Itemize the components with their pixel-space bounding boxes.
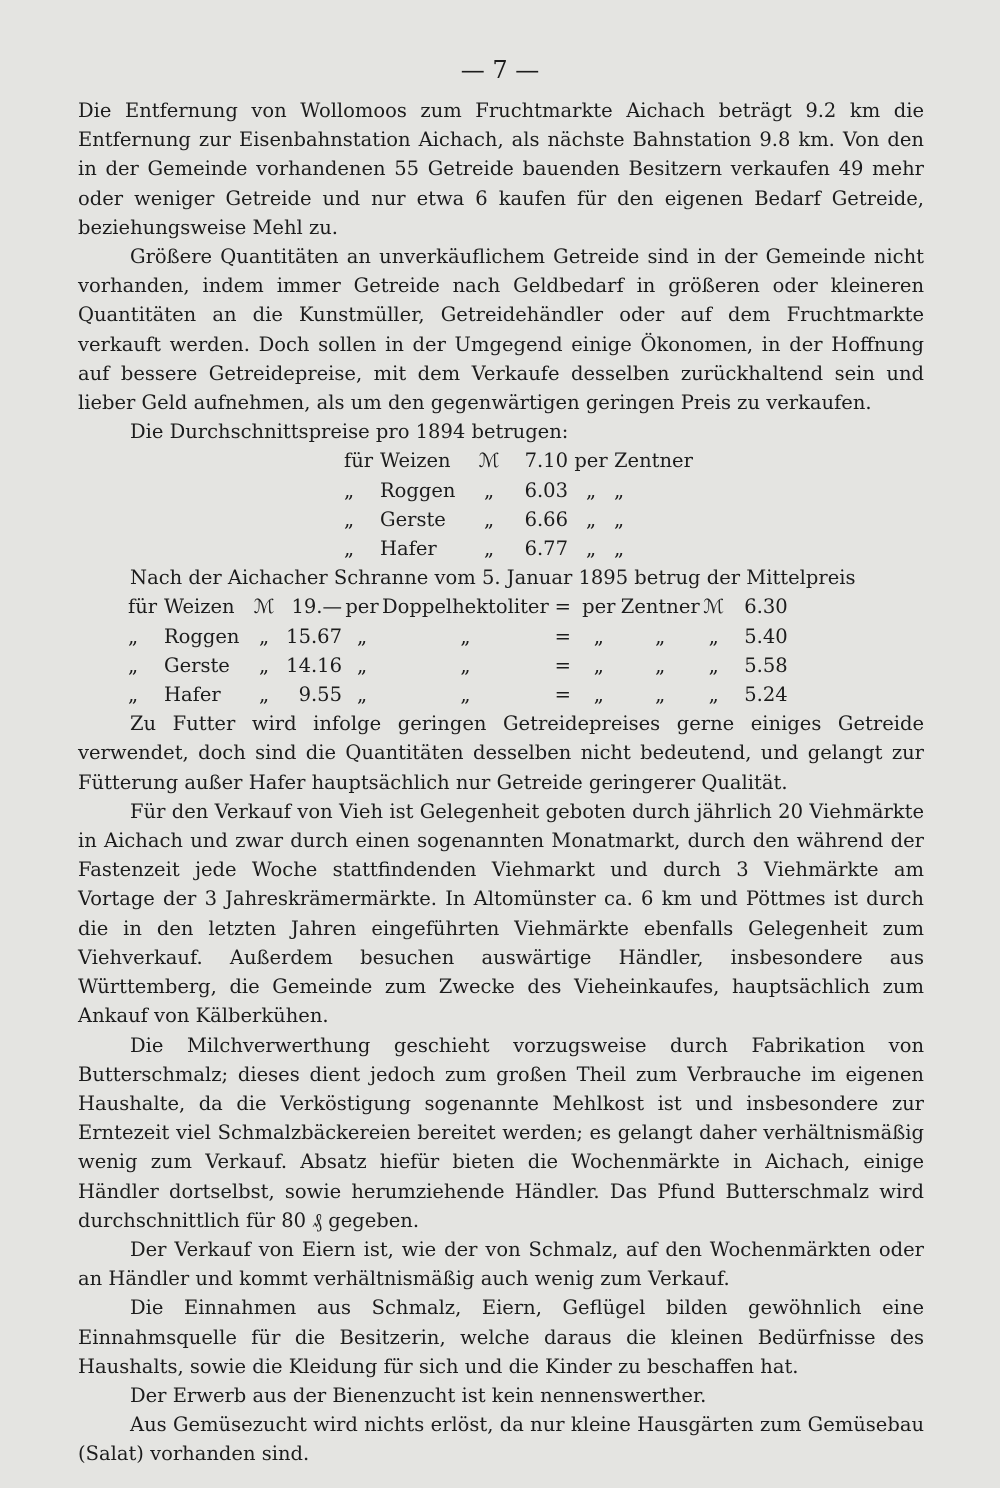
paragraph: Der Erwerb aus der Bienenzucht ist kein nennenswerther. bbox=[130, 1383, 707, 1407]
table-cell: für bbox=[128, 595, 158, 619]
table-cell: „ bbox=[614, 507, 625, 531]
table-cell: „ bbox=[655, 653, 666, 677]
table-cell: Zentner bbox=[620, 595, 700, 619]
paragraph: Die Entfernung von Wollomoos zum Fruchtmarkte Aichach beträgt 9.2 km die Entfernung zur Eisenbahnstation Aichach, als nächste Bahnstation 9.8 km. Von den in der Gemeinde vorhandenen 55 Getreide bauenden Besitzern verkaufen 49 mehr oder weniger Getreide und nur etwa 6 kaufen für den eigenen Bedarf Getreide, beziehungsweise Mehl zu. bbox=[78, 99, 924, 239]
table-cell: „ bbox=[258, 683, 270, 707]
table-row bbox=[128, 622, 788, 651]
table-row bbox=[344, 446, 724, 475]
table-cell: Roggen bbox=[164, 624, 240, 648]
table-cell: „ bbox=[593, 653, 604, 677]
paragraph: Die Milchverwerthung geschieht vorzugsweise durch Fabrikation von Butterschmalz; dieses dient jedoch zum großen Theil zum Verbrauche im eigenen Haushalte, da die Verköstigung sogenannte Mehlkost ist und insbesondere zur Erntezeit viel Schmalzbäckereien bereitet werden; es gelangt daher verhältnismäßig wenig zum Verkauf. Absatz hiefür bieten die Wochenmärkte in Aichach, einige Händler dortselbst, sowie herumziehende Händler. Das Pfund Butterschmalz wird durchschnittlich für 80 ₰ gegeben. bbox=[78, 1033, 924, 1232]
table-cell: per bbox=[574, 449, 608, 473]
table-cell: Roggen bbox=[380, 478, 456, 502]
paragraph: Zu Futter wird infolge geringen Getreidepreises gerne einiges Getreide verwendet, doch sind die Quantitäten desselben nicht bedeutend, und gelangt zur Fütterung außer Hafer hauptsächlich nur Getreide geringerer Qualität. bbox=[78, 712, 924, 794]
table-cell: „ bbox=[356, 653, 368, 677]
table-cell: „ bbox=[593, 683, 604, 707]
table-cell: per bbox=[582, 595, 616, 619]
table-cell: Weizen bbox=[380, 449, 451, 473]
table-cell: „ bbox=[614, 478, 625, 502]
table-cell: „ bbox=[585, 507, 597, 531]
table-cell: ℳ bbox=[253, 595, 275, 619]
table-cell: ℳ bbox=[703, 595, 725, 619]
table-cell: „ bbox=[708, 653, 719, 677]
table-cell: Gerste bbox=[164, 653, 230, 677]
table-cell: „ bbox=[655, 624, 666, 648]
table-cell: „ bbox=[585, 537, 597, 561]
table-cell: „ bbox=[585, 478, 597, 502]
table-cell: „ bbox=[655, 683, 666, 707]
table-row bbox=[344, 476, 724, 505]
table-row bbox=[344, 505, 724, 534]
table-cell: „ bbox=[356, 624, 368, 648]
paragraph: Die Durchschnittspreise pro 1894 betrugen: bbox=[130, 420, 569, 444]
table-cell: „ bbox=[483, 507, 495, 531]
table-cell: „ bbox=[128, 683, 139, 707]
table-cell: 15.67 bbox=[286, 624, 342, 648]
table-cell: „ bbox=[708, 683, 719, 707]
table-row bbox=[128, 592, 788, 621]
table-cell: = bbox=[554, 595, 571, 619]
table-cell: „ bbox=[128, 653, 139, 677]
table-cell: „ bbox=[344, 478, 355, 502]
table-cell: 6.30 bbox=[744, 595, 788, 619]
table-cell: „ bbox=[356, 683, 368, 707]
table-cell: Doppelhektoliter bbox=[382, 595, 549, 619]
table-cell: = bbox=[554, 653, 571, 677]
table-cell: = bbox=[554, 624, 571, 648]
table-cell: „ bbox=[258, 624, 270, 648]
price-table-1894 bbox=[344, 446, 724, 563]
table-cell: Hafer bbox=[164, 683, 221, 707]
table-cell: „ bbox=[460, 624, 471, 648]
table-cell: „ bbox=[128, 624, 139, 648]
table-cell: „ bbox=[258, 653, 270, 677]
table-cell: „ bbox=[708, 624, 719, 648]
page-number: — 7 — bbox=[460, 56, 540, 84]
table-row bbox=[128, 680, 788, 709]
table-cell: „ bbox=[614, 537, 625, 561]
table-cell: 19.— bbox=[291, 595, 342, 619]
table-cell: Weizen bbox=[164, 595, 235, 619]
table-cell: „ bbox=[344, 537, 355, 561]
table-row bbox=[128, 651, 788, 680]
table-cell: Zentner bbox=[614, 449, 693, 473]
paragraph: Der Verkauf von Eiern ist, wie der von Schmalz, auf den Wochenmärkten oder an Händler und kommt verhältnismäßig auch wenig zum Verkauf. bbox=[78, 1237, 924, 1291]
table-cell: „ bbox=[460, 653, 471, 677]
table-cell: 6.66 bbox=[524, 507, 568, 531]
table-cell: 7.10 bbox=[524, 449, 568, 473]
table-cell: „ bbox=[460, 683, 471, 707]
paragraph: Aus Gemüsezucht wird nichts erlöst, da nur kleine Hausgärten zum Gemüsebau (Salat) vorhanden sind. bbox=[78, 1413, 924, 1466]
table-cell: 5.24 bbox=[744, 683, 788, 707]
table-cell: ℳ bbox=[478, 449, 500, 473]
paragraph: Nach der Aichacher Schranne vom 5. Januar 1895 betrug der Mittelpreis bbox=[130, 566, 856, 590]
table-cell: „ bbox=[483, 478, 495, 502]
table-cell: „ bbox=[483, 537, 495, 561]
paragraph: Für den Verkauf von Vieh ist Gelegenheit geboten durch jährlich 20 Viehmärkte in Aichach und zwar durch einen sogenannten Monatmarkt, durch den während der Fastenzeit jede Woche stattfindenden Viehmarkt und durch 3 Viehmärkte am Vortage der 3 Jahreskrämermärkte. In Altomünster ca. 6 km und Pöttmes ist durch die in den letzten Jahren eingeführten Viehmärkte ebenfalls Gelegenheit zum Viehverkauf. Außerdem besuchen auswärtige Händler, insbesondere aus Württemberg, die Gemeinde zum Zwecke des Vieheinkaufes, hauptsächlich zum Ankauf von Kälberkühen. bbox=[78, 799, 924, 1028]
table-cell: 14.16 bbox=[286, 653, 342, 677]
paragraph: Größere Quantitäten an unverkäuflichem Getreide sind in der Gemeinde nicht vorhanden, indem immer Getreide nach Geldbedarf in größeren oder kleineren Quantitäten an die Kunstmüller, Getreidehändler oder auf dem Fruchtmarkte verkauft werden. Doch sollen in der Umgegend einige Ökonomen, in der Hoffnung auf bessere Getreidepreise, mit dem Verkaufe desselben zurückhaltend sein und lieber Geld aufnehmen, als um den gegenwärtigen geringen Preis zu verkaufen. bbox=[78, 245, 924, 415]
table-cell: per bbox=[345, 595, 379, 619]
table-cell: 5.58 bbox=[744, 653, 788, 677]
body-text bbox=[78, 96, 924, 1469]
table-cell: 6.77 bbox=[524, 537, 568, 561]
table-cell: 6.03 bbox=[524, 478, 568, 502]
table-cell: Gerste bbox=[380, 507, 446, 531]
table-cell: 9.55 bbox=[298, 683, 342, 707]
paragraph: Die Einnahmen aus Schmalz, Eiern, Geflügel bilden gewöhnlich eine Einnahmsquelle für die Besitzerin, welche daraus die kleinen Bedürfnisse des Haushalts, sowie die Kleidung für sich und die Kinder zu beschaffen hat. bbox=[78, 1296, 924, 1378]
price-table-1895 bbox=[128, 592, 788, 709]
table-cell: „ bbox=[344, 507, 355, 531]
table-row bbox=[344, 534, 724, 563]
table-cell: für bbox=[344, 449, 374, 473]
table-cell: Hafer bbox=[380, 537, 437, 561]
table-cell: „ bbox=[593, 624, 604, 648]
table-cell: = bbox=[554, 683, 571, 707]
table-cell: 5.40 bbox=[744, 624, 788, 648]
